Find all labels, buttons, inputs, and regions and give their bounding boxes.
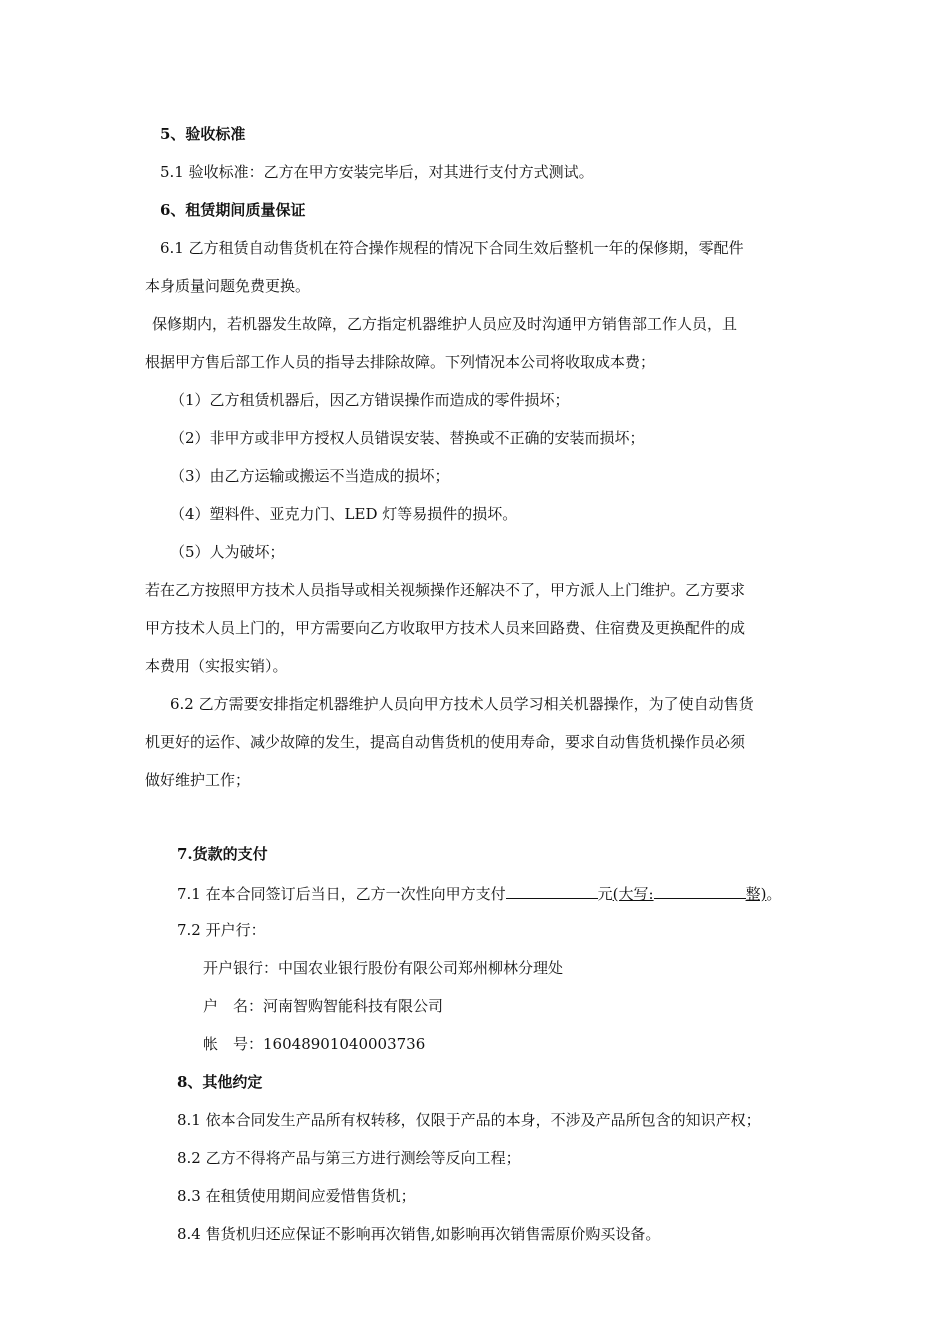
list-item: （5）人为破坏； xyxy=(170,543,285,561)
list-item: （1）乙方租赁机器后，因乙方错误操作而造成的零件损坏； xyxy=(170,391,570,409)
clause-6-1-line-1: 6.1 乙方租赁自动售货机在符合操作规程的情况下合同生效后整机一年的保修期，零配件 xyxy=(160,239,744,257)
list-item: 8.3 在租赁使用期间应爱惜售货机； xyxy=(177,1187,416,1205)
clause-7-1-prefix: 7.1 在本合同签订后当日，乙方一次性向甲方支付 xyxy=(177,885,506,903)
account-number-value: 16048901040003736 xyxy=(263,1035,426,1053)
account-name-value: 河南智购智能科技有限公司 xyxy=(263,997,444,1015)
list-item: 8.2 乙方不得将产品与第三方进行测绘等反向工程； xyxy=(177,1149,521,1167)
clause-7-1 xyxy=(177,882,781,904)
bank-value: 中国农业银行股份有限公司郑州柳林分理处 xyxy=(278,959,564,977)
section-6-heading: 6、租赁期间质量保证 xyxy=(160,201,306,219)
account-number-label-a: 帐 xyxy=(203,1035,219,1053)
account-name-label-b: 名： xyxy=(233,997,264,1015)
clause-7-1-end: 。 xyxy=(766,885,782,903)
onsite-paragraph-line-3: 本费用（实报实销）。 xyxy=(145,657,288,675)
bank-row xyxy=(203,958,563,978)
onsite-paragraph-line-1: 若在乙方按照甲方技术人员指导或相关视频操作还解决不了，甲方派人上门维护。乙方要求 xyxy=(145,581,746,599)
bank-label: 开户银行： xyxy=(203,959,279,977)
clause-6-1-line-2: 本身质量问题免费更换。 xyxy=(145,277,311,295)
amount-in-words-close: 整) xyxy=(745,885,767,903)
clause-6-2-line-2: 机更好的运作、减少故障的发生，提高自动售货机的使用寿命，要求自动售货机操作员必须 xyxy=(145,733,746,751)
amount-in-words-blank xyxy=(654,882,746,899)
warranty-paragraph-line-2: 根据甲方售后部工作人员的指导去排除故障。下列情况本公司将收取成本费； xyxy=(145,353,656,371)
clause-7-2: 7.2 开户行： xyxy=(177,921,266,939)
list-item: （3）由乙方运输或搬运不当造成的损坏； xyxy=(170,467,450,485)
account-number-label-b: 号： xyxy=(233,1035,264,1053)
list-item: （2）非甲方或非甲方授权人员错误安装、替换或不正确的安装而损坏； xyxy=(170,429,645,447)
account-name-label-a: 户 xyxy=(203,997,219,1015)
section-7-heading: 7.货款的支付 xyxy=(177,845,268,863)
list-item: （4）塑料件、亚克力门、LED 灯等易损件的损坏。 xyxy=(170,505,518,523)
clause-6-2-line-3: 做好维护工作； xyxy=(145,771,251,789)
amount-blank xyxy=(506,882,598,899)
account-name-row xyxy=(203,996,443,1016)
clause-6-2-line-1: 6.2 乙方需要安排指定机器维护人员向甲方技术人员学习相关机器操作，为了使自动售货 xyxy=(170,695,754,713)
onsite-paragraph-line-2: 甲方技术人员上门的，甲方需要向乙方收取甲方技术人员来回路费、住宿费及更换配件的成 xyxy=(145,619,746,637)
section-5-heading: 5、验收标准 xyxy=(160,125,246,143)
amount-in-words-open: (大写: xyxy=(612,885,654,903)
amount-unit: 元 xyxy=(597,885,613,903)
list-item: 8.4 售货机归还应保证不影响再次销售,如影响再次销售需原价购买设备。 xyxy=(177,1225,661,1243)
warranty-paragraph-line-1: 保修期内，若机器发生故障，乙方指定机器维护人员应及时沟通甲方销售部工作人员，且 xyxy=(152,315,738,333)
section-8-heading: 8、其他约定 xyxy=(177,1073,263,1091)
clause-5-1: 5.1 验收标准：乙方在甲方安装完毕后，对其进行支付方式测试。 xyxy=(160,163,594,181)
account-number-row xyxy=(203,1034,425,1054)
list-item: 8.1 依本合同发生产品所有权转移，仅限于产品的本身，不涉及产品所包含的知识产权； xyxy=(177,1111,761,1129)
